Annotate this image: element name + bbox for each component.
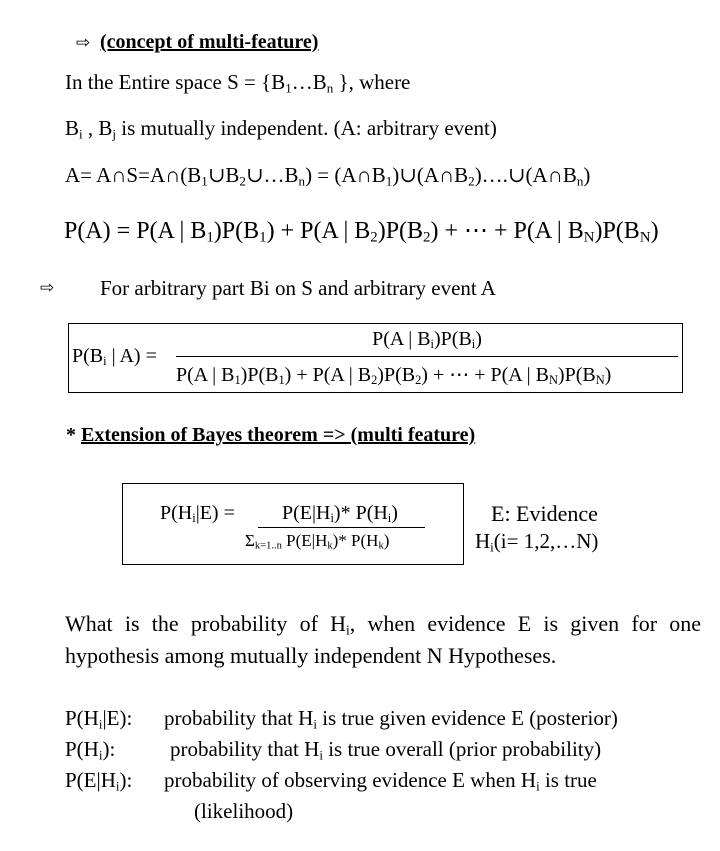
likelihood-label: (likelihood) [194,799,294,823]
definition-term: $P(H_i|E)$: [65,706,133,732]
arrow-right-icon: ⇨ [76,33,91,53]
bayes-numerator: P(A | $B_i)P(B_i)$ [372,328,482,352]
definition-description: probability that $H_i$ is true given evidence E (posterior) [164,706,618,732]
concept-heading: (concept of multi-feature) [100,31,319,53]
arrow-right-icon: ⇨ [40,278,55,298]
hypothesis-label: $H_i(i=$ 1,2,…N) [475,529,599,555]
independence-line: $B_i$ , $B_j$ is mutually independent. (A: arbitrary event) [65,116,497,142]
total-probability-formula: P(A) = P(A | $B_1)P(B_1) + P(A$ | $B_2)P(B_2)$ + ⋯ + P(A | $B_N)P(B_N)$ [64,218,659,246]
extension-numerator: $P(E|H_i)*$ $P(H_i)$ [282,502,398,526]
extension-lhs: $P(H_i|E)$ = [160,502,235,526]
extension-heading: * Extension of Bayes theorem => (multi feature) [66,424,476,446]
definition-description: probability of observing evidence E when $H_i$ is true [164,768,597,794]
definition-term: $P(H_i)$: [65,737,116,763]
question-line-2: hypothesis among mutually independent N Hypotheses. [65,643,557,668]
bayes-lhs: $P(B_i$ | A) = [72,345,157,369]
bayes-fraction-line [176,356,678,357]
question-line-1: What is the probability of $H_i$, when evidence E is given for one [65,611,701,638]
extension-denominator: $\Sigma_{k=1..n}$ $P(E|H_k)*$ $P(H_k)$ [245,531,390,552]
event-decomposition-line: $A= A\cap S=A\cap(B_1\cup B_2\cup\dots B_n)$ = $(A\cap B_1)\cup(A\cap B_2)\dots.\cup(A\cap B_n)$ [65,163,591,189]
bayes-denominator: P(A | $B_1)P(B_1) + P(A$ | $B_2)P(B_2)$ + ⋯ + P(A | $B_N)P(B_N)$ [176,364,612,388]
space-definition-line: In the Entire space $S = \{B_1\dots B_n$ }, where [65,70,411,96]
definition-term: $P(E|H_i)$: [65,768,133,794]
bayes-intro-line: For arbitrary part Bi on S and arbitrary event A [100,276,496,300]
evidence-label: E: Evidence [491,501,598,526]
definition-description: probability that $H_i$ is true overall (prior probability) [170,737,602,763]
extension-fraction-line [258,527,425,528]
